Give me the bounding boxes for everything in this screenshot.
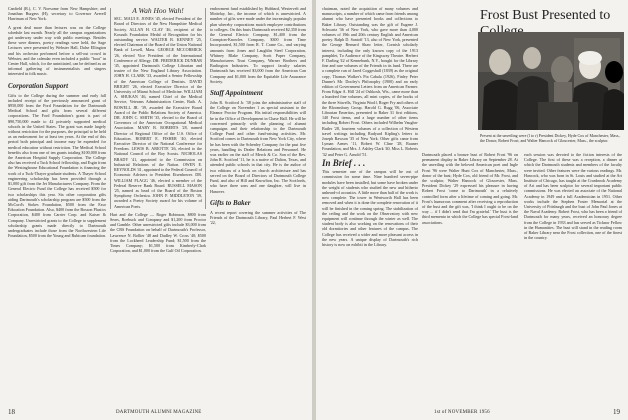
section-heading: In Brief . . . [322, 157, 366, 168]
right-column-1 [322, 6, 418, 250]
sidebar-text: SEC. MAUI E. JONES '45, elected President of the Board of Directors of the New Hampshire Medical Society. ALLAN H. CLAY '46, recipient of the Kossuth Foundation Medal of Recognition for his outstanding service. WALTER B. KENNEY '25, elected Chairman of the Board of the Union National Bank of Lowell, Mass. GEORGE MCCORMICK '26, elected Vice President of the International Conference of Allergy. DR. FREDERICK DUNBAR '45, appointed Dartmouth College Librarian and trustee of the New England Library Association. JOHN H. CLARK '33, awarded a Senior Fellowship of the American College of Dentists. DAVID BRIGHT '26, elected Executive Director of the University of Miami School of Medicine. WILLIAM A. SHUKAN '46, named Chief of the Medical Service, Veterans Administration Center, Bath. A. BOWELL JR. '39, awarded the Executive Board Award of the Public Relations Society of America. DR. JOHN C. SMITH '35, elected to the Board of Governors of the American Occupational Medical Association. MARY B. ROBERTS '28, named Director of Regional Office of the U.S. Office of Education. ROBERT E. FISHER '40, elected Executive Director of the National Conference for Freedom. LEWIS B. ARIOTTE '26, elected to the National Council of the Boy Scouts. NICHOLAS BRADY '41, appointed to the Commission on Industrial Relations of the Nation. OWEN E. REYNOLDS '41, appointed to the Federal Council of Economic Advisers to President Eisenhower. DR. WILLIAM FLAGG '46, elected a member of the Federal Reserve Bank Board. RUSSELL MASON '25, named as head of the Board of the Boston Symphony Orchestra. JOHN P. MIDDLETON '39, awarded a Poetry Society award for his volume of American Poets. [114, 16, 202, 209]
column-text: chairman, noted the acquisition of many volumes and manuscripts, a number of which came from friends among alumni who have presented books and collections to Baker Library. Outstanding was the gift of Eugene J. Schwartz '36 of New York, who gave more than 4,000 volumes of 19th and 20th century English and American poetry. Ralph D. Santoff '13, also of New York, presented the George Bernard Shaw letter, Cornish scholarly interest, including the only known copy of the 1913 pamphlet, To Audience of the Kingsway Theatre. Herbert F. Darling '42 of Kennebunk, N.Y., bought for the Library fine and rare volumes of the Friends in its fund. There are a complete run of Jared Coggeshall (1839) as the original copy, Thomas Walker's Pia Cabala (1926), Finley Peter Dunne's Mr. Dooley's Philosophy (1900) and an early edition of Government Letters from an American Farmer. From Edgar A. Hill '24 of Oshkosh, Wis., came more than a hundred fine volumes, all mint copies, of the books of the three Sitwells, Virginia Woolf, Roger Fry and others of the Bloomsbury Group. Harold G. Rugg '06, Associate Librarian Emeritus, presented to Baker 31 first editions, 140 Frost items, and a large number of other items including Robert Frost. Others included Wilhelm Vaughn-Butler '28, fourteen volumes of a collection of Western travel writings including Rudyard Kipling's letters to Joseph Rawson '35 of New York. Other gifts came from Lyman Armes '11, Robert W. Cline '28, Rauner Foundation, and Mrs. J. Ashley Clark '40, Miss L. Roberts '32 and Peter G. Arnold '51. [322, 6, 418, 157]
column-text: endowment fund established by Hubbard, Westervelt and Mottelay, Inc., the income of which is unrestricted. A number of gifts were made under the increasingly popular plan whereby corporations match employee contributions to colleges. On this basis Dartmouth received $2,350 from the General Electric Company, $1,400 from the Crompton-Knowles Company, $300 from Time Incorporated, $1,500 from R. T. Crane Co., and varying amounts from Jones and Laughlin Steel Corporation, Whitney Blake Company, Scott Paper Company, Manufacturers Trust Company, Warner Brothers and Burlington Industries. To support faculty salaries Dartmouth has received $3,000 from the American Can Company and $1,000 from the Equitable Life Assurance Society. [210, 6, 306, 84]
column-text: each session was devoted to the fiction interests of the College. The first of these was a reception, a dinner at which the Dartmouth students and members of the faculty were invited. Other features were the various readings. Mr. Hancock, who was born in St. Louis and studied at the Art Institute of Chicago, has taught at the Cranbrook Academy of Art and has been sculptor for several important public commissions. He was elected an associate of the National Academy in 1949 and a full Academician in 1951. Other works include the Stephen Foster Memorial at the University of Pittsburgh and the bust of John Paul Jones at the Naval Academy. Robert Frost, who has been a friend of Dartmouth for many years, received an honorary degree from the College in 1933 and has served as Ticknor Fellow in the Humanities. The bust will stand in the reading room of Baker Library near the Frost collection, one of the finest in the country. [524, 152, 622, 241]
column-text: This semester one of the campus will be out of commission for some time. Nine hundred seven-pipe modules have been installed, but some have broken under the weight of students who studied the new and hitherto unheard-of acoustics. A little more than half of the work is now complete. The tower in Wentworth Hall has been removed and when it is done the complete renovation of it will be finished in the coming spring. The stabilization of the ceiling and the work on the Observatory with new equipment will continue through the winter as well. The student body is also working on the renovations of their old dormitories and other features of the campus. The College has received a wider and more pleasant access in the new years. A unique display of Dartmouth's rich history is now on exhibit in the Library. [322, 169, 418, 247]
column-text: Canfield (R.), C. V. Noesome from New Hampshire; and Jonathan Burgess (H), secretary to Governor Averell Harriman of New York. [8, 6, 106, 22]
column-text: A great deal more than lectures was on the College schedule last month. Nearly all the campus organizations got underway under way with public meetings. Besides these were dinners, poetry readings were held, the Sage Lectures were presented by Webster Hall, Dalse Ellington and his orchestra performed before a sell-out crowd in Webster, and the calendar even included a public "boat" in Center Hall, which, for the uninitiated, can be defined as an informal gathering of instrumentalists and singers interested in folk music. [8, 24, 106, 77]
right-column-3 [524, 152, 622, 243]
left-column-2 [110, 6, 206, 256]
left-column-3 [210, 6, 306, 228]
column-text: A recent report covering the summer activities of The Friends of the Dartmouth Library, Paul Herbert F. West '22, [210, 209, 306, 226]
photo-caption: Present at the unveiling were (l to r) President Dickey, Hyde Cox of Manchester, Mass., the Donor; Robert Frost; and Walter Hancock of Gloucester, Mass., the sculptor. [480, 133, 621, 143]
left-page [0, 0, 312, 420]
right-column-2 [422, 152, 518, 228]
right-page [316, 0, 628, 420]
sidebar-title: A Wah Hoo Wah! [132, 6, 184, 15]
photo-image [478, 32, 624, 130]
page-number: 18 [8, 408, 15, 416]
page-number: 19 [613, 408, 620, 416]
column-text: Hart and the College — Roger Robinson, $800 from Sears, Roebuck and Company and $1,200 from Proctor and Gamble. Other unrestricted gifts include $3,000 from the CBS Foundation on behalf of Dartmouth's Professor, Lawrence N. Bollier '48 and Dudley W. Cross '40; $500 from the Lockheed Leadership Fund; $1,500 from the Times Company; $1,500 from Kimberly-Clark Corporation, and $1,000 from the Gulf Oil Corporation. [110, 211, 206, 254]
column-text: Gifts to the College during the summer and early fall included receipt of the previously announced grant of $950,000 from the Ford Foundation for the Dartmouth Medical School and gifts from several different corporations. The Ford Foundation's grant is part of $90,750,000 made to 42 privately supported medical schools in the United States. The grant was made largely without restriction for the purposes, the principal to be held as an endowment for at least ten years. At the end of this period both principal and income may be expended for medical education without restriction. The Medical School benefits also from one of ten grants totaling $100,000 from the American Hospital Supply Corporation. The College also has received a Tuck School fellowship, and Esgin from the Westinghouse Educational Foundation is financing the work of a Tuck-Thayer graduate students. A Thayer School engineering scholarship has been provided through a $1,000 gift from the Jet Manufacturers Company. From the General Electric Fund the College has received $500 for two scholarships this year. Six other corporation gifts aiding Dartmouth's scholarship program are $500 from the McCord's Stokes Foundation, $500 from the Esso Education Foundation. Also, $400 from the Bosson Plastics Corporation, $400 from Carrier Corp. and Kaiser & Company. Unrestricted grants to the College to supplement scholarship grants made directly to Dartmouth undergraduates include those from the Northwestern Life Foundation, $500 from the Young and Rubicam foundation. [8, 92, 107, 239]
magazine-footer: DARTMOUTH ALUMNI MAGAZINE [116, 410, 202, 415]
left-column-1 [8, 6, 106, 241]
issue-date-footer: 1st of NOVEMBER 1956 [434, 410, 490, 415]
column-text: John R. Scotford Jr. '38 joins the administrative staff of the College on November 1 as special assistant to the Eleanor Proctor Program. His initial responsibilities will be in the Office of Development in Chase Hall. He will be concerned primarily with the planning of alumni campaigns and their relationship to the Dartmouth College Fund and other fund-raising activities. Mr. Scotford comes to Dartmouth from New York City, where he has been with the Schenley Company for the past five years, handling its Dealer Relations and Personnel. He was earlier on the staff of Merck & Co. Son of the Rev. John R. Scotford '11, he is a native of Dalton, Texas, and attended public schools in that city. He is the author of two editions of a book on church architecture and has served on the Board of Directors of Dartmouth College Fund, and also of Hill and Knowlton, Inc. The Scotfords, who have three sons and one daughter, will live in Hanover. [210, 100, 306, 194]
unveiling-photo [478, 32, 624, 130]
column-text: Dartmouth placed a bronze bust of Robert Frost '96 on permanent display in Baker Library on September 28. At the unveiling with the beloved American poet and Ingle Frost '96 were Walter Hunt Cox of Manchester, Mass., donor of the bust; Hyde Cox, old friend of Mr. Frost, and the sculptor, Walter Hancock of Gloucester, Mass. President Dickey '29 expressed his pleasure in having Robert Frost 'come to Dartmouth' in a relatively controlled form after a lifetime of coming and going. Mr. Frost's humorous comment after receiving a reproduction of the bust and the gift was, 'I think I ought to be on the way ... if I didn't send that I'm grateful.' The bust is the third memento in which the College has special Frost-land associations. [422, 152, 518, 225]
section-heading: Gifts to Baker [210, 198, 251, 207]
section-heading: Corporation Support [8, 81, 69, 90]
honors-sidebar [110, 8, 206, 209]
article-title: Frost Bust Presented to [480, 8, 611, 23]
section-heading: Staff Appointment [210, 89, 263, 98]
